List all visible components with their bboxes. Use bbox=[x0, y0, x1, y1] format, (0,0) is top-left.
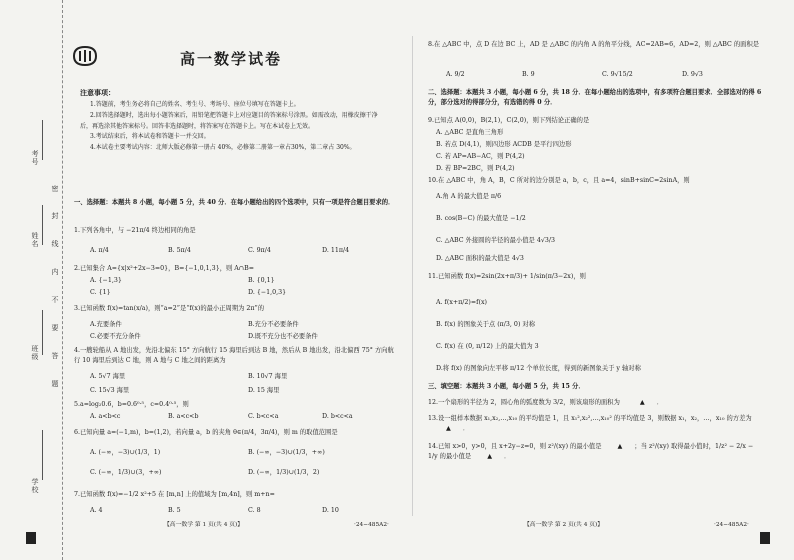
exam-no-line bbox=[42, 120, 43, 160]
q5-option-d: D. b<c<a bbox=[322, 413, 353, 420]
q10-option-a: A.角 A 的最大值是 π/6 bbox=[436, 193, 502, 200]
question-14-stem bbox=[428, 442, 764, 462]
q12-text: 12.一个扇形的半径为 2，圆心角的弧度数为 3/2，则该扇形的面积为 bbox=[428, 399, 620, 406]
q13-tail: ． bbox=[462, 424, 470, 432]
q9-option-a: A. △ABC 是直角三角形 bbox=[436, 129, 504, 136]
q4-option-a: A. 5√7 海里 bbox=[90, 373, 126, 380]
q7-option-b: B. 5 bbox=[168, 507, 181, 514]
q3-option-d: D.既不充分也不必要条件 bbox=[248, 333, 318, 340]
column-divider bbox=[412, 36, 413, 516]
name-label: 姓名 bbox=[31, 232, 39, 248]
footer-right-code: ·24−485A2· bbox=[714, 522, 749, 528]
page-title: 高一数学试卷 bbox=[180, 50, 283, 68]
footer-left-code: ·24−485A2· bbox=[354, 522, 389, 528]
registration-mark bbox=[760, 532, 770, 544]
q4-option-b: B. 10√7 海里 bbox=[248, 373, 288, 380]
q1-option-c: C. 9π/4 bbox=[248, 247, 271, 254]
seal-char-1: 密 bbox=[51, 185, 59, 193]
q8-option-c: C. 9√15/2 bbox=[602, 71, 633, 78]
q6-option-c: C. (−∞，1/3)∪(3，+∞) bbox=[90, 469, 162, 476]
section-1-heading: 一、选择题：本题共 8 小题，每小题 5 分，共 40 分．在每小题给出的四个选项中，只有一项是符合题目要求的． bbox=[74, 199, 395, 206]
q5-option-a: A. a<b<c bbox=[90, 413, 121, 420]
q1-option-a: A. π/4 bbox=[90, 247, 109, 254]
q1-option-d: D. 11π/4 bbox=[322, 247, 350, 254]
question-4-stem: 4.一艘轮船从 A 地出发，先沿北偏东 15° 方向航行 15 海里后到达 B 地，然后从 B 地出发，沿北偏西 75° 方向航行 10 海里后到达 C 地，则 A 地与 C 地之间的距离为 bbox=[74, 347, 394, 364]
q2-option-a: A. {−1,3} bbox=[90, 277, 122, 284]
q10-option-b: B. cos(B−C) 的最大值是 −1/2 bbox=[436, 215, 526, 222]
q7-option-c: C. 8 bbox=[248, 507, 261, 514]
school-label: 学校 bbox=[31, 478, 39, 494]
question-9-stem: 9.已知点 A(0,0)，B(2,1)，C(2,0)，则下列结论正确的是 bbox=[428, 117, 590, 124]
q11-option-d: D.将 f(x) 的图象向左平移 π/12 个单位长度，得到的新图象关于 y 轴对称 bbox=[436, 365, 641, 372]
q3-option-b: B.充分不必要条件 bbox=[248, 321, 299, 328]
school-line bbox=[42, 430, 43, 480]
seal-char-2: 封 bbox=[51, 212, 59, 220]
q4-option-d: D. 15 海里 bbox=[248, 387, 280, 394]
seal-char-6: 要 bbox=[51, 324, 59, 332]
q2-option-b: B. {0,1} bbox=[248, 277, 275, 284]
q8-option-b: B. 9 bbox=[522, 71, 535, 78]
registration-mark bbox=[26, 532, 36, 544]
question-11-stem: 11.已知函数 f(x)=2sin(2x+π/3)+ 1/sin(π/3−2x)，则 bbox=[428, 273, 586, 280]
q9-option-d: D. 若 BP=2BC，则 P(4,2) bbox=[436, 165, 515, 172]
binding-margin bbox=[0, 0, 63, 560]
q3-option-a: A.充要条件 bbox=[90, 321, 122, 328]
q9-option-b: B. 若点 D(4,1)，则四边形 ACDB 是平行四边形 bbox=[436, 141, 572, 148]
seal-char-4: 内 bbox=[51, 268, 59, 276]
notice-item: 3.考试结束后，将本试卷和答题卡一并交回。 bbox=[90, 133, 210, 141]
question-2-stem: 2.已知集合 A={x|x²+2x−3=0}，B={−1,0,1,3}，则 A∩B= bbox=[74, 265, 255, 272]
seal-char-3: 线 bbox=[51, 240, 59, 248]
section-3-heading: 三、填空题：本题共 3 小题，每小题 5 分，共 15 分． bbox=[428, 383, 585, 390]
class-label: 班级 bbox=[31, 345, 39, 361]
q5-option-c: C. b<c<a bbox=[248, 413, 279, 420]
q5-option-b: B. a<c<b bbox=[168, 413, 199, 420]
section-2-heading: 二、选择题：本题共 3 小题，每小题 6 分，共 18 分．在每小题给出的选项中，有多项符合题目要求．全部选对的得 6 分，部分选对的得部分分，有选错的得 0 分． bbox=[428, 89, 762, 106]
question-13-stem bbox=[428, 414, 764, 434]
q11-option-c: C. f(x) 在 (0, π/12) 上的最大值为 3 bbox=[436, 343, 539, 350]
footer-left-text: 【高一数学 第 1 页(共 4 页)】 bbox=[164, 522, 244, 528]
seal-char-5: 不 bbox=[51, 296, 59, 304]
q13-answer-blank[interactable]: ▲ bbox=[446, 424, 451, 432]
q12-tail: ． bbox=[656, 399, 664, 406]
question-3-stem: 3.已知函数 f(x)=tan(x/a)，则“a=2”是“f(x)的最小正周期为 2π”的 bbox=[74, 305, 265, 312]
question-7-stem: 7.已知函数 f(x)=−1/2 x²+5 在 [m,n] 上的值域为 [m,4n]，则 m+n= bbox=[74, 491, 275, 498]
question-8-stem: 8.在 △ABC 中，点 D 在边 BC 上，AD 是 △ABC 的内角 A 的角平分线，AC=2AB=6，AD=2，则 △ABC 的面积是 bbox=[428, 41, 760, 48]
q6-option-a: A. (−∞，−3)∪(1/3，1) bbox=[90, 449, 161, 456]
q7-option-a: A. 4 bbox=[90, 507, 103, 514]
q14-answer-blank-2[interactable]: ▲ bbox=[487, 452, 493, 460]
q11-option-a: A. f(x+π/2)=f(x) bbox=[436, 299, 487, 306]
q13-text: 13.设一组样本数据 x₁,x₂,…,x₁₀ 的平均值是 1，且 x₁²,x₂²,…,x₁₀² 的平均值是 3，则数据 x₁，x₂，…，x₁₀ 的方差为 bbox=[428, 415, 752, 422]
question-6-stem: 6.已知向量 a=(−1,m)，b=(1,2)，若向量 a，b 的夹角 θ∈(π/4，3π/4)，则 m 的取值范围是 bbox=[74, 429, 338, 436]
q1-option-b: B. 5π/4 bbox=[168, 247, 191, 254]
q2-option-c: C. {1} bbox=[90, 289, 111, 296]
q14-answer-blank-1[interactable]: ▲ bbox=[617, 443, 623, 450]
name-line bbox=[42, 205, 43, 245]
q10-option-d: D. △ABC 面积的最大值是 4√3 bbox=[436, 255, 524, 262]
right-column bbox=[426, 0, 766, 560]
q14-mid: ；当 z²/(xy) 取得最小值时，1/z² − 2/x − 1/y 的最小值是 bbox=[428, 443, 754, 460]
q12-answer-blank[interactable]: ▲ bbox=[639, 399, 645, 406]
q7-option-d: D. 10 bbox=[322, 507, 339, 514]
q11-option-b: B. f(x) 的图象关于点 (π/3, 0) 对称 bbox=[436, 321, 535, 328]
seal-char-7: 答 bbox=[51, 352, 59, 360]
notice-item: 4.本试卷主要考试内容：北师大版必修第一册占 40%，必修第二册第一章占30%，第二章占 30%。 bbox=[90, 144, 356, 152]
q6-option-b: B. (−∞，−3)∪(1/3，+∞) bbox=[248, 449, 325, 456]
q10-option-c: C. △ABC 外接圆的半径的最小值是 4√3/3 bbox=[436, 237, 555, 244]
q8-option-a: A. 9/2 bbox=[446, 71, 465, 78]
q14-tail: ． bbox=[504, 452, 511, 460]
notice-title: 注意事项： bbox=[80, 88, 115, 97]
q2-option-d: D. {−1,0,3} bbox=[248, 289, 287, 296]
q9-option-c: C. 若 AP=AB−AC，则 P(4,2) bbox=[436, 153, 525, 160]
notice-item: 1.答题前，考生务必将自己的姓名、考生号、考场号、座位号填写在答题卡上。 bbox=[90, 101, 300, 108]
notice-item: 2.回答选择题时，选出每小题答案后，用铅笔把答题卡上对应题目的答案标号涂黑。如需改动，用橡皮擦干净后，再选涂其他答案标号。回答非选择题时，将答案写在答题卡上。写在本试卷上无效。 bbox=[80, 111, 378, 130]
q6-option-d: D. (−∞，1/3)∪(1/3，2) bbox=[248, 469, 320, 476]
question-10-stem: 10.在 △ABC 中，角 A，B，C 所对的边分别是 a，b，c，且 a=4，sinB+sinC=2sinA，则 bbox=[428, 177, 690, 184]
question-12-stem bbox=[428, 398, 663, 408]
q4-option-c: C. 15√3 海里 bbox=[90, 387, 130, 394]
seal-char-8: 题 bbox=[51, 380, 59, 388]
footer-right-text: 【高一数学 第 2 页(共 4 页)】 bbox=[524, 522, 604, 528]
q14-text: 14.已知 x>0，y>0，且 x+2y−z=0，则 z²/(xy) 的最小值是 bbox=[428, 443, 602, 450]
q3-option-c: C.必要不充分条件 bbox=[90, 333, 141, 340]
exam-no-label: 考号 bbox=[31, 150, 39, 166]
q8-option-d: D. 9√3 bbox=[682, 71, 703, 78]
question-5-stem: 5.a=log₂0.6，b=0.6⁰·⁵，c=0.4⁰·⁵，则 bbox=[74, 401, 189, 408]
class-line bbox=[42, 310, 43, 355]
left-column bbox=[68, 0, 400, 560]
question-1-stem: 1.下列各角中，与 −21π/4 终边相同的角是 bbox=[74, 227, 196, 234]
